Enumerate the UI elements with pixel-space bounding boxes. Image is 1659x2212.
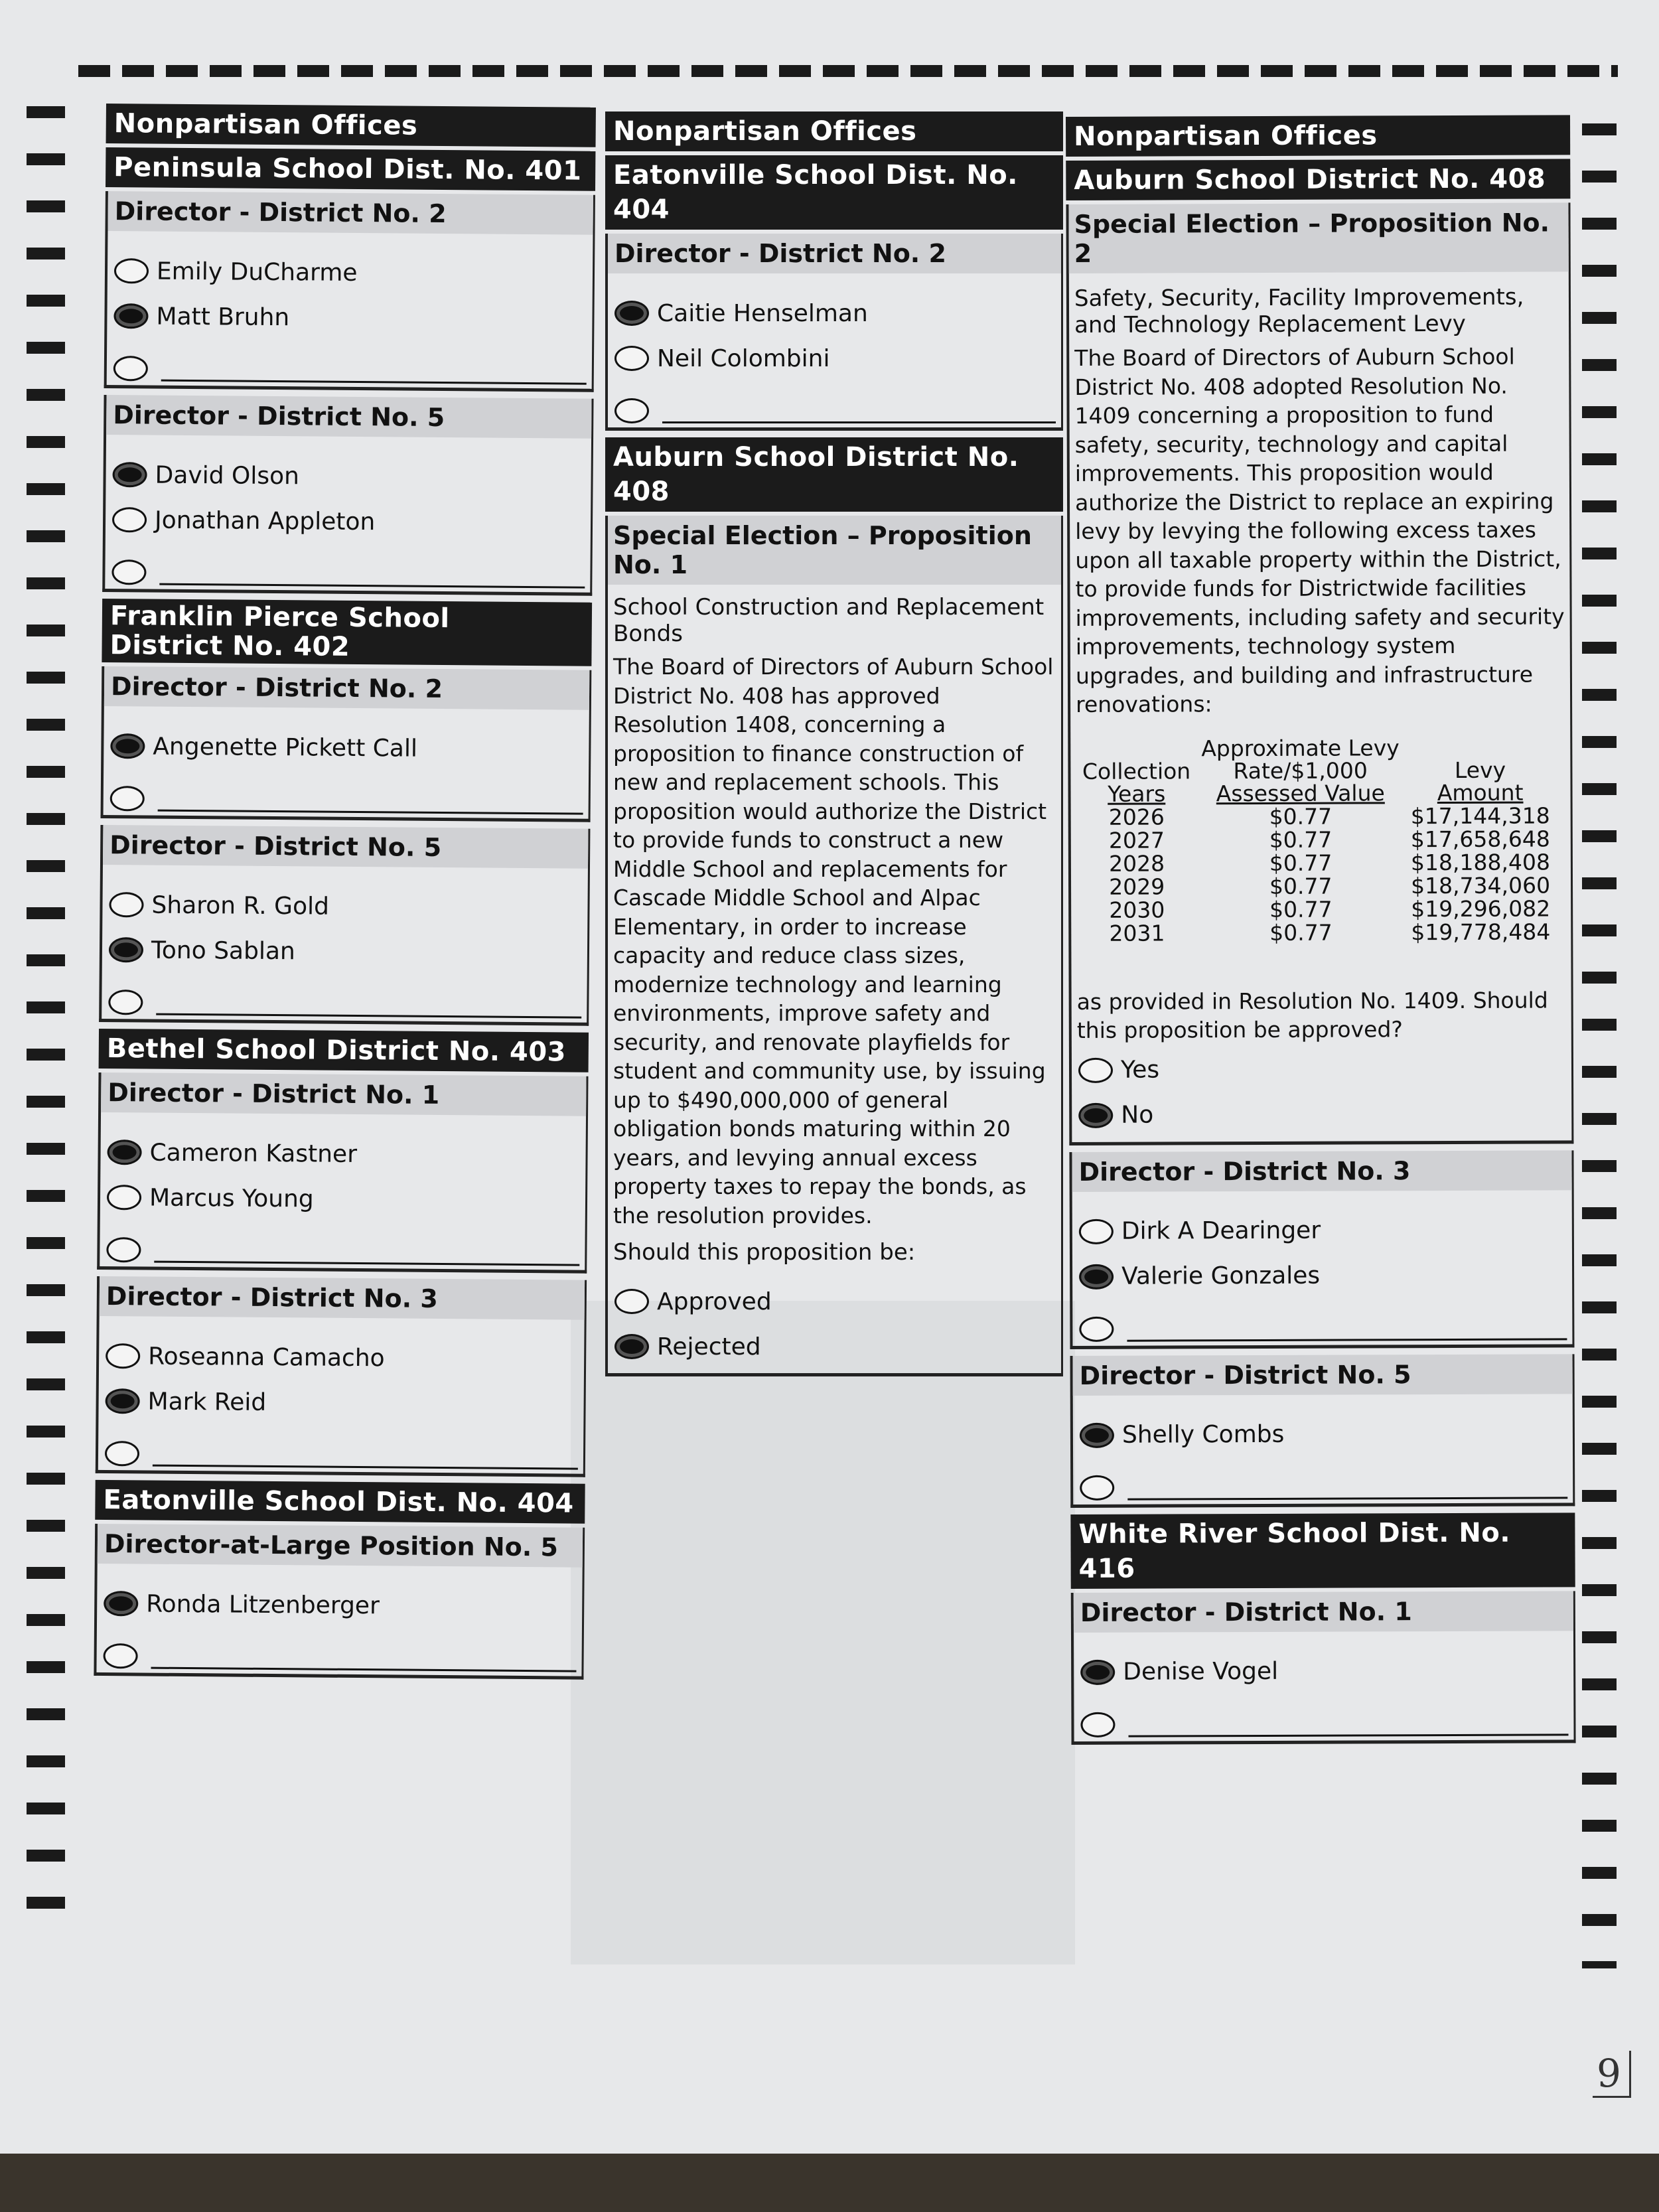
cell: 2028 (1108, 849, 1165, 877)
vote-oval-marked[interactable] (1079, 1264, 1114, 1289)
write-in-row[interactable] (96, 1626, 581, 1672)
vote-oval[interactable] (106, 1237, 141, 1262)
table-row (1078, 897, 1555, 922)
proposition-1 (605, 516, 1063, 1376)
candidate-row[interactable] (1072, 1207, 1572, 1254)
candidate-row[interactable] (98, 1378, 584, 1428)
table-row (1078, 850, 1555, 875)
write-in-line[interactable] (161, 360, 587, 385)
candidate-row[interactable] (102, 882, 588, 931)
vote-oval[interactable] (109, 892, 143, 917)
header-text: Approximate Levy (1201, 734, 1400, 761)
write-in-row[interactable] (98, 1424, 583, 1470)
vote-oval[interactable] (103, 1643, 137, 1668)
candidate-name: Denise Vogel (1123, 1657, 1279, 1686)
contest-title: Director-at-Large Position No. 5 (98, 1524, 583, 1568)
proposition-body: The Board of Directors of Auburn School District No. 408 has approved Resolution 1408, concerning a proposition to finance construction of new and replacement schools. This proposition would authorize the District to provide funds to construct a new Middle School and replacements for Cascade Middle School and Alpac Elementary, in order to increase capacity and reduce class sizes, modernize technology and learning environments, improve safety and security, and renovate playfields for student and community use, by issuing up to $490,000,000 of general obligation bonds maturing within 20 years, and levying annual excess property taxes to repay the bonds, as the resolution provides. (613, 654, 1054, 1228)
vote-oval[interactable] (105, 1441, 139, 1466)
candidate-name: Roseanna Camacho (148, 1343, 385, 1372)
write-in-line[interactable] (151, 1647, 576, 1672)
candidate-row[interactable] (107, 293, 593, 342)
write-in-row[interactable] (608, 381, 1061, 423)
vote-oval-marked[interactable] (107, 1140, 141, 1165)
vote-oval[interactable] (112, 507, 147, 532)
option-label: Approved (657, 1288, 772, 1315)
candidate-name: Emily DuCharme (156, 258, 358, 287)
contest-title: Director - District No. 1 (101, 1072, 586, 1116)
vote-oval[interactable] (614, 346, 649, 371)
contest-bethel-d3 (96, 1276, 587, 1477)
contest-auburn-d5 (1070, 1354, 1575, 1508)
proposition-title: Special Election – Proposition No. 1 (608, 516, 1061, 585)
proposition-closing: as provided in Resolution No. 1409. Should this proposition be approved? (1076, 986, 1548, 1043)
district-header: Auburn School District No. 408 (605, 437, 1063, 512)
vote-oval[interactable] (111, 559, 146, 585)
timing-marks-left (27, 106, 65, 1918)
cell: $0.77 (1269, 826, 1333, 853)
option-row[interactable] (1072, 1046, 1571, 1093)
vote-oval-marked[interactable] (614, 301, 649, 326)
option-label: Rejected (657, 1333, 761, 1361)
office-header: Nonpartisan Offices (106, 104, 596, 147)
candidate-row[interactable] (1074, 1648, 1573, 1695)
table-row (1078, 920, 1555, 945)
cell: $17,658,648 (1410, 825, 1550, 852)
cell: 2026 (1108, 803, 1165, 830)
office-header: Nonpartisan Offices (605, 111, 1063, 151)
header-amount (1405, 736, 1555, 804)
contest-eatonville-d2 (605, 234, 1063, 431)
write-in-line[interactable] (1128, 1714, 1568, 1737)
candidate-row[interactable] (608, 336, 1061, 381)
vote-oval-marked[interactable] (614, 1334, 649, 1359)
option-label: No (1121, 1101, 1154, 1129)
write-in-row[interactable] (105, 542, 590, 589)
write-in-line[interactable] (153, 1445, 578, 1470)
candidate-name: Matt Bruhn (156, 303, 290, 331)
header-years (1077, 737, 1196, 806)
write-in-line[interactable] (154, 1241, 579, 1266)
vote-oval-marked[interactable] (113, 303, 148, 329)
header-text: Rate/$1,000 (1233, 757, 1368, 784)
header-text: Collection (1082, 757, 1191, 784)
table-row (1078, 827, 1555, 852)
vote-oval[interactable] (1078, 1057, 1113, 1082)
write-in-row[interactable] (1074, 1693, 1573, 1737)
contest-title: Director - District No. 2 (108, 191, 593, 235)
district-header-line: Franklin Pierce School (109, 601, 450, 634)
option-row[interactable] (608, 1279, 1061, 1324)
vote-oval-marked[interactable] (105, 1388, 139, 1414)
cell: $18,188,408 (1410, 848, 1551, 875)
candidate-row[interactable] (99, 1333, 585, 1382)
candidate-row[interactable] (106, 497, 591, 546)
write-in-line[interactable] (1127, 1318, 1567, 1341)
contest-peninsula-d5 (102, 395, 593, 596)
candidate-name: Angenette Pickett Call (153, 733, 418, 763)
ballot-column-2 (605, 111, 1063, 1383)
vote-oval-marked[interactable] (104, 1591, 138, 1616)
page-number: 9 (1593, 2051, 1631, 2098)
candidate-name: Neil Colombini (657, 344, 830, 372)
vote-oval[interactable] (1079, 1316, 1114, 1341)
candidate-name: Caitie Henselman (657, 299, 868, 327)
vote-oval[interactable] (106, 1343, 140, 1368)
proposition-body: The Board of Directors of Auburn School District No. 408 adopted Resolution No. 1409 concerning a proposition to fund safety, security, technology and capital improvements. This proposition would authorize the District to replace an expiring levy by levying the following excess taxes upon all taxable property within the District, to provide funds for Districtwide facilities improvements, including safety and security improvements, technology system upgrades, and building and infrastructure renovations: (1074, 343, 1565, 717)
proposition-question: Should this proposition be: (613, 1239, 916, 1266)
cell: $0.77 (1269, 803, 1333, 830)
write-in-row[interactable] (1072, 1297, 1572, 1342)
contest-title: Director - District No. 5 (106, 395, 591, 439)
cell: $0.77 (1269, 873, 1333, 899)
candidate-row[interactable] (97, 1581, 583, 1630)
candidate-row[interactable] (1073, 1411, 1573, 1458)
write-in-row[interactable] (104, 769, 589, 815)
contest-franklin-d5 (99, 825, 590, 1026)
candidate-name: Jonathan Appleton (154, 506, 376, 536)
option-row[interactable] (608, 1324, 1061, 1369)
vote-oval-marked[interactable] (1078, 1102, 1113, 1128)
contest-bethel-d1 (97, 1072, 588, 1274)
contest-title: Director - District No. 3 (1072, 1150, 1571, 1192)
contest-auburn-d3 (1069, 1150, 1574, 1349)
district-header: Eatonville School Dist. No. 404 (605, 155, 1063, 230)
candidate-row[interactable] (106, 452, 591, 501)
vote-oval[interactable] (113, 356, 148, 381)
write-in-line[interactable] (156, 994, 581, 1019)
cell: 2027 (1108, 826, 1165, 853)
candidate-row[interactable] (608, 291, 1061, 336)
vote-oval[interactable] (107, 1185, 141, 1210)
candidate-name: Dirk A Dearinger (1121, 1217, 1321, 1245)
candidate-name: Marcus Young (149, 1184, 314, 1213)
proposition-subtitle: Safety, Security, Facility Improvements, and Technology Replacement Levy (1074, 283, 1524, 338)
contest-title: Director - District No. 5 (103, 825, 588, 869)
proposition-subtitle: School Construction and Replacement Bonds (613, 594, 1045, 647)
candidate-name: Ronda Litzenberger (146, 1590, 380, 1619)
header-text: Amount (1437, 779, 1524, 806)
cell: 2029 (1109, 873, 1165, 900)
contest-title: Director - District No. 2 (104, 666, 589, 710)
district-header: White River School Dist. No. 416 (1070, 1512, 1575, 1589)
vote-oval[interactable] (114, 258, 149, 283)
candidate-row[interactable] (108, 248, 593, 297)
contest-title: Director - District No. 1 (1074, 1591, 1573, 1633)
office-header: Nonpartisan Offices (1066, 115, 1570, 157)
proposition-title: Special Election – Proposition No. 2 (1068, 202, 1568, 273)
write-in-line[interactable] (159, 563, 585, 589)
contest-peninsula-d2 (104, 191, 595, 392)
vote-oval[interactable] (614, 1289, 649, 1314)
vote-oval[interactable] (1079, 1218, 1114, 1244)
contest-white-river-d1 (1071, 1591, 1576, 1745)
header-rate (1196, 734, 1406, 806)
cell: $19,296,082 (1411, 895, 1551, 922)
option-label: Yes (1120, 1056, 1160, 1084)
timing-marks-top (78, 65, 1618, 77)
candidate-name: Shelly Combs (1121, 1420, 1285, 1449)
cell: $0.77 (1269, 896, 1333, 922)
option-row[interactable] (1072, 1091, 1571, 1138)
district-header: Bethel School District No. 403 (99, 1029, 589, 1072)
candidate-name: Cameron Kastner (149, 1139, 358, 1168)
candidate-name: Valerie Gonzales (1121, 1262, 1321, 1290)
header-text: Assessed Value (1216, 779, 1385, 806)
table-row (1078, 873, 1555, 899)
write-in-row[interactable] (107, 338, 592, 385)
write-in-row[interactable] (1073, 1456, 1573, 1501)
district-header: Eatonville School Dist. No. 404 (95, 1480, 585, 1524)
contest-title: Director - District No. 2 (608, 234, 1061, 273)
candidate-name: Tono Sablan (151, 936, 295, 965)
levy-table (1077, 736, 1555, 945)
candidate-row[interactable] (102, 927, 588, 976)
table-row (1078, 804, 1555, 829)
district-header: Peninsula School Dist. No. 401 (106, 147, 595, 191)
district-header: Auburn School District No. 408 (1066, 159, 1570, 200)
vote-oval[interactable] (108, 990, 143, 1015)
ballot-column-3 (1066, 115, 1576, 1751)
vote-oval-marked[interactable] (109, 937, 143, 962)
vote-oval-marked[interactable] (110, 733, 145, 759)
cell: $17,144,318 (1410, 802, 1550, 829)
cell: $19,778,484 (1411, 918, 1551, 945)
candidate-name: Mark Reid (147, 1388, 267, 1416)
candidate-name: Sharon R. Gold (151, 891, 330, 921)
district-header (102, 599, 592, 666)
ballot-column-1 (94, 104, 596, 1686)
contest-franklin-d2 (101, 666, 592, 822)
cell: 2031 (1109, 919, 1165, 946)
cell: $0.77 (1269, 919, 1333, 946)
write-in-line[interactable] (662, 402, 1056, 423)
contest-title: Director - District No. 3 (100, 1276, 585, 1320)
header-text: Levy (1454, 757, 1506, 783)
candidate-row[interactable] (100, 1130, 586, 1179)
vote-oval[interactable] (1080, 1475, 1114, 1500)
cell: $0.77 (1269, 849, 1333, 876)
contest-title: Director - District No. 5 (1073, 1354, 1573, 1396)
write-in-line[interactable] (158, 790, 583, 815)
vote-oval[interactable] (614, 398, 649, 423)
vote-oval-marked[interactable] (1080, 1659, 1115, 1684)
candidate-row[interactable] (1072, 1252, 1572, 1299)
cell: 2030 (1109, 896, 1165, 923)
timing-marks-right (1582, 123, 1617, 1968)
write-in-row[interactable] (102, 972, 587, 1019)
header-text: Years (1108, 780, 1166, 807)
vote-oval[interactable] (1080, 1712, 1115, 1737)
vote-oval[interactable] (110, 786, 145, 811)
levy-table-header (1077, 736, 1555, 806)
district-header-line: District No. 402 (109, 630, 350, 662)
cell: $18,734,060 (1411, 871, 1551, 899)
candidate-name: David Olson (155, 461, 300, 490)
write-in-line[interactable] (1127, 1477, 1567, 1500)
vote-oval-marked[interactable] (1080, 1422, 1114, 1447)
candidate-row[interactable] (104, 723, 589, 773)
write-in-row[interactable] (100, 1220, 585, 1266)
vote-oval-marked[interactable] (112, 462, 147, 487)
proposition-2 (1066, 202, 1573, 1145)
candidate-row[interactable] (100, 1175, 586, 1224)
contest-eatonville-pos5 (94, 1524, 585, 1680)
